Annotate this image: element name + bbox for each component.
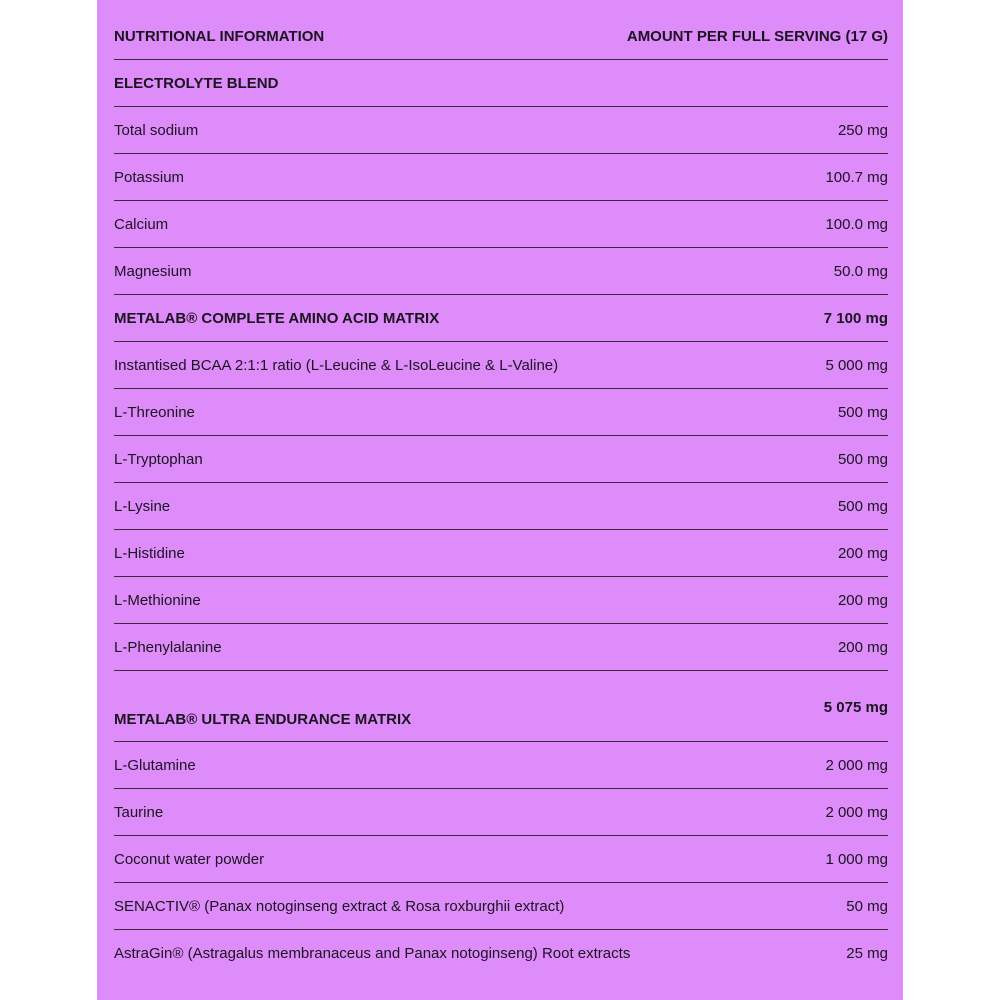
row-amount: 250 mg [837, 121, 888, 139]
row-amount: 500 mg [837, 497, 888, 515]
row-amount: 5 000 mg [825, 356, 888, 374]
header-label: NUTRITIONAL INFORMATION [114, 28, 325, 45]
row-label: Total sodium [114, 121, 199, 139]
row-label: L-Methionine [114, 591, 201, 609]
row-label: L-Threonine [114, 403, 195, 421]
table-row [114, 248, 888, 295]
row-label: AstraGin® (Astragalus membranaceus and Panax notoginseng) Root extracts [114, 944, 631, 962]
row-label: L-Histidine [114, 544, 185, 562]
nutrition-table [114, 14, 888, 976]
nutrition-panel [97, 0, 903, 1000]
row-amount: 100.7 mg [825, 168, 888, 186]
table-row [114, 930, 888, 976]
row-label: METALAB® ULTRA ENDURANCE MATRIX [114, 711, 412, 728]
row-amount: 2 000 mg [825, 803, 888, 821]
row-label: L-Lysine [114, 497, 171, 515]
table-body [114, 60, 888, 976]
table-row [114, 436, 888, 483]
header-amount: AMOUNT PER FULL SERVING (17 G) [626, 28, 888, 45]
row-label: Magnesium [114, 262, 192, 280]
table-row [114, 201, 888, 248]
row-amount: 1 000 mg [825, 850, 888, 868]
row-label: Taurine [114, 803, 164, 821]
table-row [114, 530, 888, 577]
row-amount: 500 mg [837, 403, 888, 421]
row-label: Coconut water powder [114, 850, 265, 868]
row-amount: 200 mg [837, 591, 888, 609]
table-row [114, 742, 888, 789]
table-header [114, 14, 888, 60]
table-row [114, 483, 888, 530]
section-row [114, 671, 888, 742]
row-amount: 200 mg [837, 638, 888, 656]
row-label: L-Phenylalanine [114, 638, 222, 656]
row-label: L-Glutamine [114, 756, 196, 774]
section-row [114, 60, 888, 107]
row-amount: 50 mg [846, 897, 888, 915]
row-label: Calcium [114, 215, 169, 233]
table-row [114, 389, 888, 436]
row-label: Potassium [114, 168, 185, 186]
row-amount: 50.0 mg [833, 262, 888, 280]
row-amount: 100.0 mg [825, 215, 888, 233]
table-row [114, 624, 888, 671]
table-row [114, 577, 888, 624]
table-row [114, 342, 888, 389]
row-amount: 200 mg [837, 544, 888, 562]
table-row [114, 883, 888, 930]
row-amount: 7 100 mg [823, 309, 888, 327]
row-amount: 5 075 mg [823, 699, 888, 716]
section-row [114, 295, 888, 342]
row-amount: 2 000 mg [825, 756, 888, 774]
row-amount: 25 mg [846, 944, 888, 962]
row-label: ELECTROLYTE BLEND [114, 74, 279, 92]
row-label: Instantised BCAA 2:1:1 ratio (L-Leucine & L-IsoLeucine & L-Valine) [114, 356, 559, 374]
table-row [114, 107, 888, 154]
table-row [114, 836, 888, 883]
row-label: SENACTIV® (Panax notoginseng extract & Rosa roxburghii extract) [114, 897, 565, 915]
row-label: L-Tryptophan [114, 450, 203, 468]
table-row [114, 789, 888, 836]
row-amount: 500 mg [837, 450, 888, 468]
table-row [114, 154, 888, 201]
row-label: METALAB® COMPLETE AMINO ACID MATRIX [114, 309, 440, 327]
